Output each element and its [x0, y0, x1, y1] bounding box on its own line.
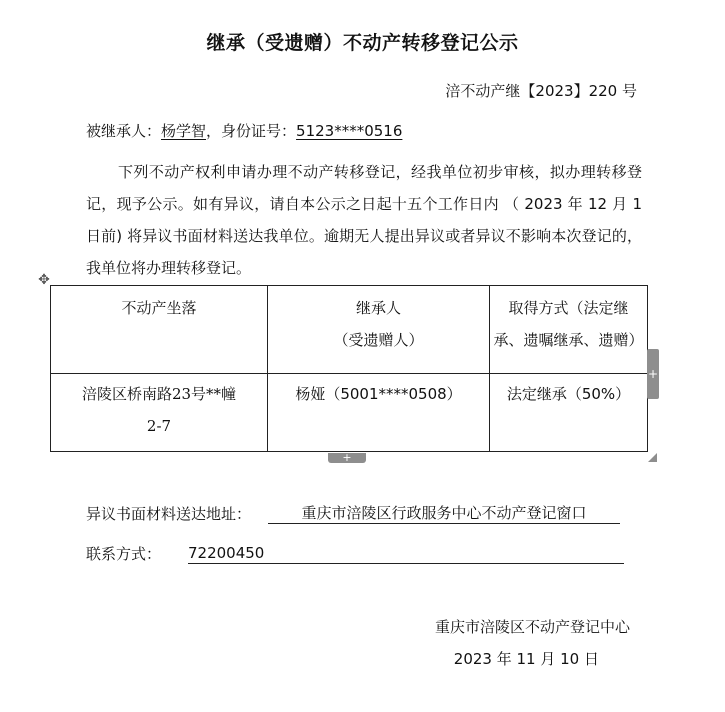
header-heir-line1: 继承人: [355, 299, 401, 317]
header-location: 不动产坐落: [51, 286, 268, 374]
contact-phone-value: 72200450: [188, 543, 624, 564]
header-heir-line2: （受遗赠人）: [333, 331, 424, 349]
delivery-address-label: 异议书面材料送达地址：: [86, 505, 252, 523]
location-line2: 2-7: [146, 417, 172, 435]
cell-heir: 杨娅（5001****0508）: [268, 374, 490, 452]
header-method: [490, 286, 648, 374]
property-table: [50, 285, 648, 452]
add-column-handle-icon[interactable]: +: [647, 349, 659, 399]
decedent-id-number: 5123****0516: [296, 122, 403, 140]
add-row-handle-icon[interactable]: +: [328, 453, 366, 463]
decedent-label: 被继承人：: [86, 122, 162, 140]
table-header-row: [51, 286, 648, 374]
location-line1: 涪陵区桥南路23号**幢: [81, 385, 237, 403]
document-number: 涪不动产继【2023】220 号: [445, 82, 637, 100]
document-title: 继承（受遗赠）不动产转移登记公示: [206, 32, 519, 54]
header-method-line1: 取得方式（法定继: [508, 299, 629, 317]
header-method-line2: 承、遗嘱继承、遗赠）: [493, 331, 644, 349]
table-resize-handle-icon[interactable]: [648, 453, 657, 462]
id-label: ，身份证号：: [206, 122, 297, 140]
contact-label: 联系方式：: [86, 545, 162, 563]
issuing-organization: 重庆市涪陵区不动产登记中心: [434, 618, 630, 636]
decedent-name: 杨学智: [161, 122, 207, 140]
cell-method: 法定继承（50%）: [490, 374, 648, 452]
delivery-address-value: 重庆市涪陵区行政服务中心不动产登记窗口: [268, 503, 620, 524]
table-row: [51, 374, 648, 452]
table-move-handle-icon[interactable]: ✥: [38, 272, 50, 288]
issue-date: 2023 年 11 月 10 日: [453, 650, 599, 668]
decedent-info: [86, 120, 402, 141]
notice-paragraph: 下列不动产权利申请办理不动产转移登记，经我单位初步审核，拟办理转移登记，现予公示。如有异议，请自本公示之日起十五个工作日内 （ 2023 年 12 月 1 日前) 将异议书面材料送达我单位。逾期无人提出异议或者异议不影响本次登记的，我单位将办理转移登记。: [86, 163, 642, 277]
cell-location: [51, 374, 268, 452]
header-heir: [268, 286, 490, 374]
